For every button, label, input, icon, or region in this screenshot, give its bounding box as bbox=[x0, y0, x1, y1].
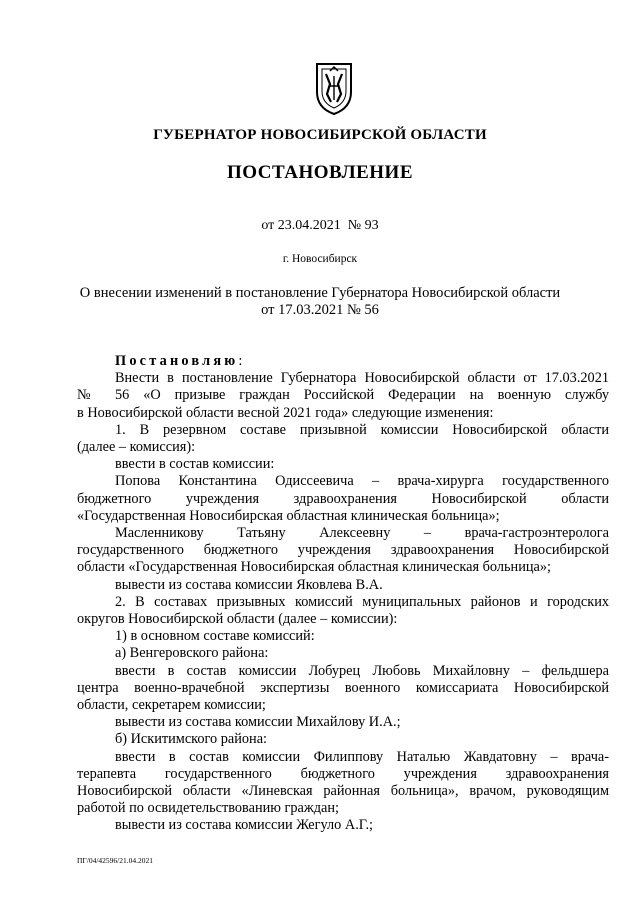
document-footer-code: ПГ/04/42596/21.04.2021 bbox=[77, 856, 154, 865]
body-line: центра военно-врачебной экспертизы военного комиссариата Новосибирской bbox=[77, 679, 609, 696]
body-line: ввести в состав комиссии Филиппову Наталью Жавдатовну – врача- bbox=[115, 748, 609, 765]
body-line: Новосибирской области «Линевская районная больница», врачом, руководящим bbox=[77, 783, 609, 800]
body-line: области, секретарем комиссии; bbox=[77, 697, 266, 714]
body-line: (далее – комиссия): bbox=[77, 439, 196, 456]
body-line: в Новосибирской области весной 2021 года» следующие изменения: bbox=[77, 404, 494, 421]
body-line: Внести в постановление Губернатора Новосибирской области от 17.03.2021 bbox=[115, 370, 609, 387]
document-body bbox=[77, 353, 609, 835]
decree-word: Постановляю bbox=[115, 353, 239, 369]
body-line: бюджетного учреждения здравоохранения Новосибирской области bbox=[77, 490, 609, 507]
subject-line: от 17.03.2021 № 56 bbox=[261, 302, 379, 318]
date-number: от 23.04.2021 № 93 bbox=[261, 218, 379, 233]
body-line: 1. В резервном составе призывной комиссии Новосибирской области bbox=[115, 421, 609, 438]
body-line: 1) в основном составе комиссий: bbox=[115, 628, 315, 645]
body-line: вывести из состава комиссии Жегуло А.Г.; bbox=[115, 817, 373, 834]
document-type-title: ПОСТАНОВЛЕНИЕ bbox=[226, 162, 414, 183]
body-line: работой по освидетельствованию граждан; bbox=[77, 800, 339, 817]
body-line: вывести из состава комиссии Яковлева В.А. bbox=[115, 576, 383, 593]
authority-heading: ГУБЕРНАТОР НОВОСИБИРСКОЙ ОБЛАСТИ bbox=[153, 127, 487, 143]
body-line: ввести в состав комиссии: bbox=[115, 456, 275, 473]
body-line: № 56 «О призыве граждан Российской Федерации на военную службу bbox=[77, 387, 609, 404]
document-subject bbox=[0, 285, 640, 319]
body-line: ввести в состав комиссии Лобурец Любовь Михайловну – фельдшера bbox=[115, 662, 609, 679]
body-line: Попова Константина Одиссеевича – врача-хирурга государственного bbox=[115, 473, 609, 490]
city-name: г. Новосибирск bbox=[282, 253, 358, 265]
decree-intro bbox=[77, 353, 609, 370]
body-line: терапевта государственного бюджетного учреждения здравоохранения bbox=[77, 765, 609, 782]
subject-line: О внесении изменений в постановление Губернатора Новосибирской области bbox=[79, 285, 561, 301]
body-line: 2. В составах призывных комиссий муниципальных районов и городских bbox=[115, 593, 609, 610]
body-line: «Государственная Новосибирская областная клиническая больница»; bbox=[77, 507, 500, 524]
body-line: области «Государственная Новосибирская областная клиническая больница»; bbox=[77, 559, 551, 576]
body-line: государственного бюджетного учреждения здравоохранения Новосибирской bbox=[77, 542, 609, 559]
body-line: Масленникову Татьяну Алексеевну – врача-гастроэнтеролога bbox=[115, 525, 609, 542]
body-line: вывести из состава комиссии Михайлову И.А.; bbox=[115, 714, 401, 731]
decree-colon: : bbox=[238, 353, 243, 369]
body-line: округов Новосибирской области (далее – комиссии): bbox=[77, 611, 398, 628]
body-line: а) Венгеровского района: bbox=[115, 645, 269, 662]
coat-of-arms-icon bbox=[312, 60, 356, 116]
body-line: б) Искитимского района: bbox=[115, 731, 268, 748]
